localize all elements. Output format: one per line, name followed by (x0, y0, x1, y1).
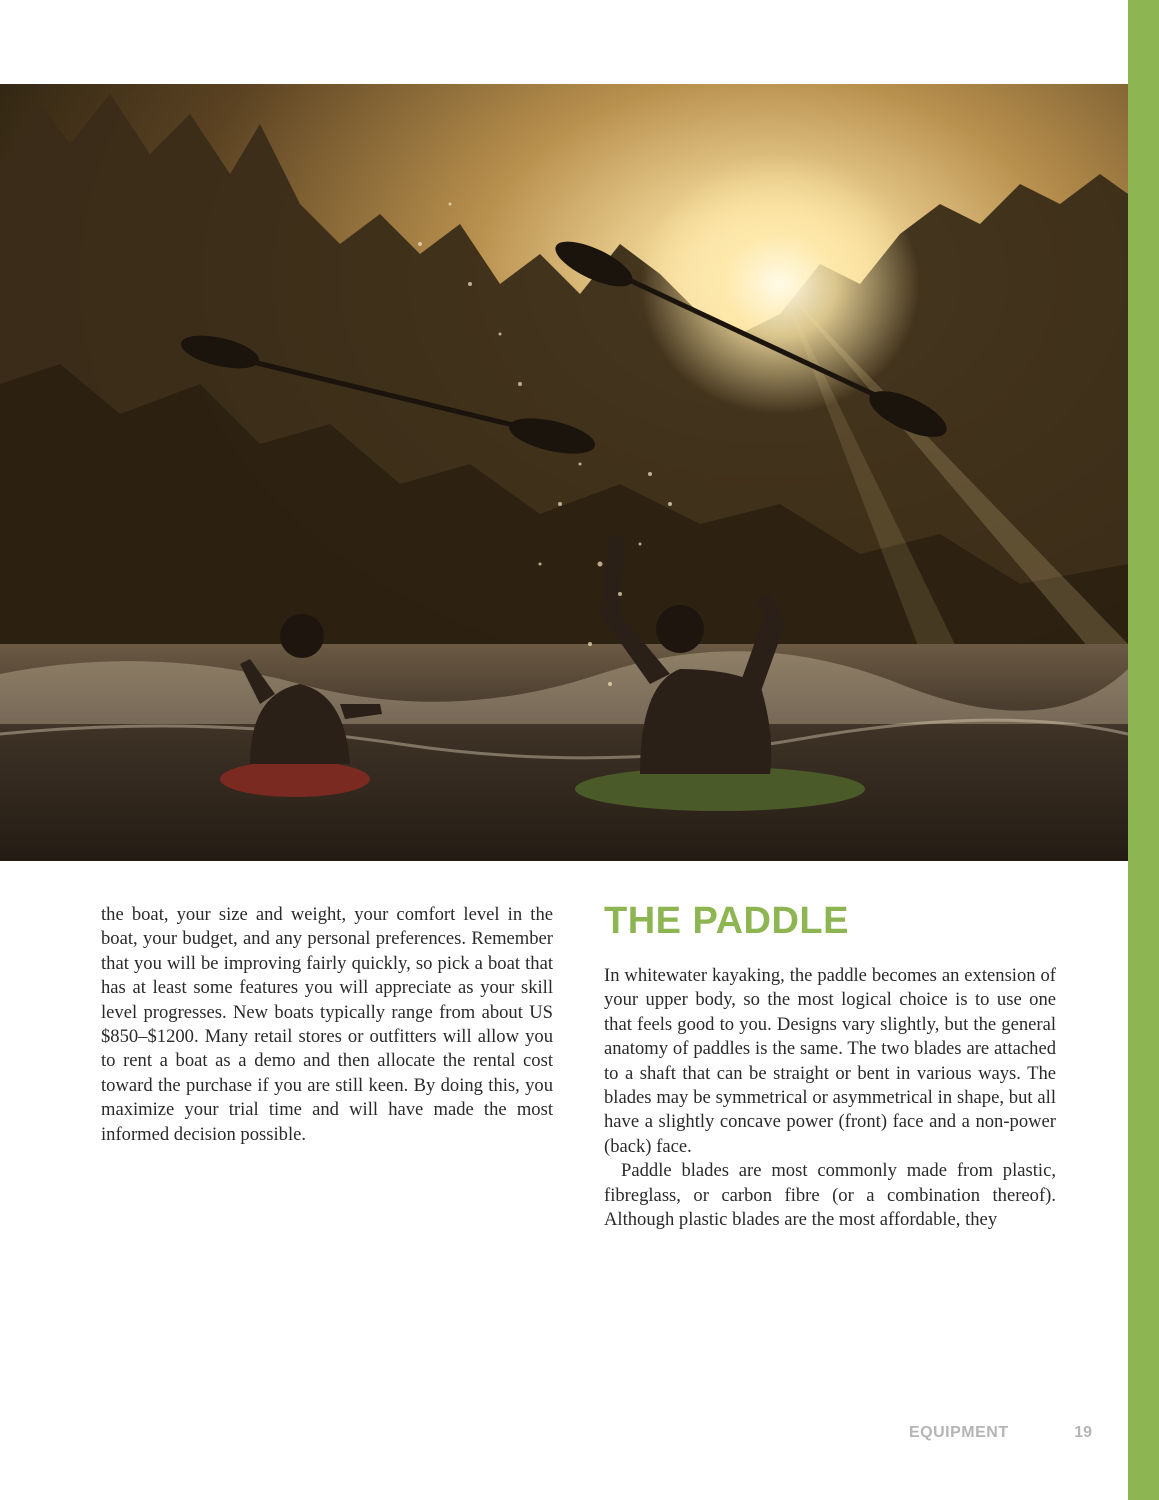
right-text-column (604, 898, 1056, 1232)
body-paragraph: the boat, your size and weight, your comfort level in the boat, your budget, and any personal preferences. Remember that you will be improving fairly quickly, so pick a boat that has at least some features you will appreciate as your skill level progresses. New boats typically range from about US $850–$1200. Many retail stores or outfitters will allow you to rent a boat as a demo and then allocate the rental cost toward the purchase if you are still keen. By doing this, you maximize your trial time and will have made the most informed decision possible. (101, 904, 553, 1145)
photo-illustration (0, 84, 1128, 861)
footer-section-title: EQUIPMENT (909, 1424, 1009, 1441)
body-paragraph: In whitewater kayaking, the paddle becomes an extension of your upper body, so the most logical choice is to use one that feels good to you. Designs vary slightly, but the general anatomy of paddles is the same. The two blades are attached to a shaft that can be straight or bent in various ways. The blades may be symmetrical or asymmetrical in shape, but all have a slightly concave power (front) face and a non-power (back) face. (604, 965, 1056, 1157)
page-footer (880, 1424, 1092, 1442)
page-number: 19 (1074, 1424, 1092, 1441)
body-paragraph: Paddle blades are most commonly made from plastic, fibreglass, or carbon fibre (or a combination thereof). Although plastic blades are the most affordable, they (604, 1160, 1056, 1231)
accent-side-bar (1128, 0, 1159, 1500)
kayakers-sunset-photo (0, 84, 1128, 861)
section-heading: THE PADDLE (604, 900, 849, 942)
left-text-column (101, 903, 553, 1147)
